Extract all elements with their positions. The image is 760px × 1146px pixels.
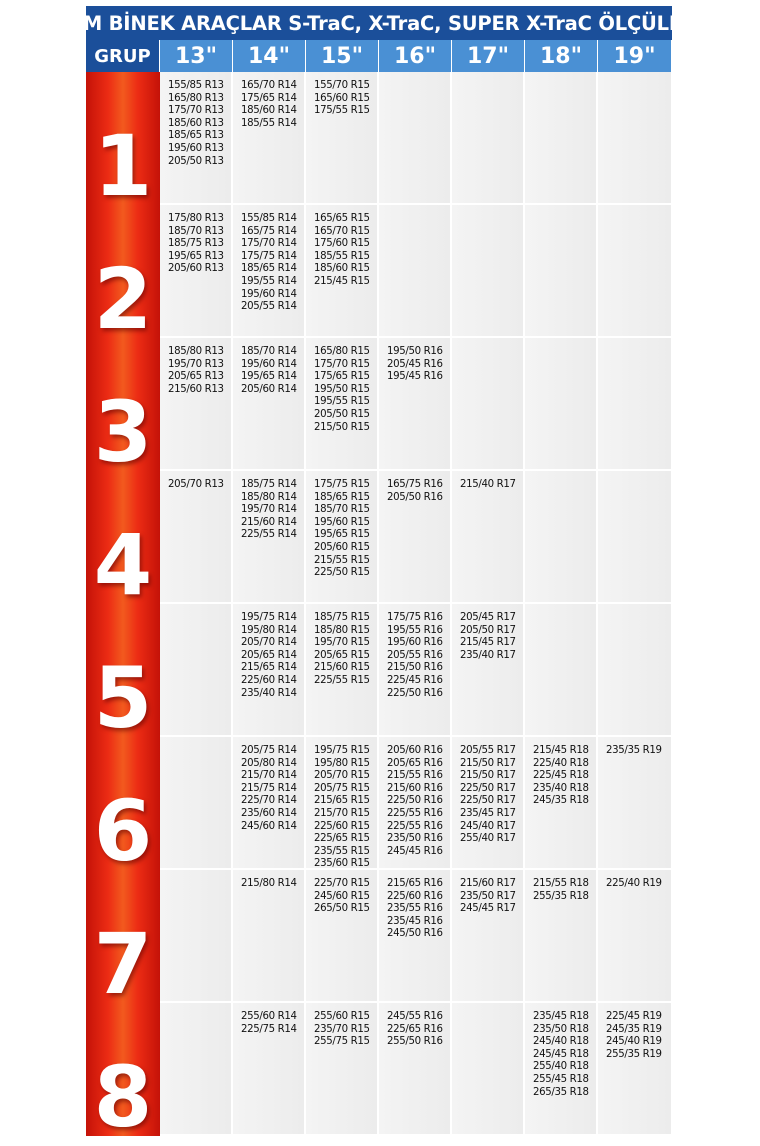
tire-size: 215/60 R14 — [241, 516, 297, 528]
tire-size: 155/85 R13 — [168, 80, 224, 91]
size-header-17: 17" — [452, 40, 525, 72]
tire-size: 215/50 R17 — [460, 757, 516, 769]
tire-size: 205/55 R14 — [241, 301, 297, 313]
tire-size: 245/55 R16 — [387, 1011, 443, 1022]
group-row-8 — [160, 1003, 672, 1135]
tire-size: 195/65 R15 — [314, 529, 370, 541]
size-cell — [525, 205, 598, 336]
size-header-16: 16" — [379, 40, 452, 72]
tire-size: 235/40 R14 — [241, 687, 297, 699]
tire-size: 245/50 R16 — [387, 928, 443, 940]
tire-size: 205/45 R17 — [460, 612, 516, 623]
tire-size: 225/75 R14 — [241, 1023, 297, 1035]
tire-size: 195/55 R15 — [314, 396, 370, 408]
tire-size: 215/80 R14 — [241, 878, 297, 889]
size-cell — [598, 72, 671, 203]
tire-size: 185/70 R14 — [241, 346, 297, 357]
size-cell — [452, 471, 525, 602]
header-row — [86, 40, 672, 72]
tire-size: 185/60 R13 — [168, 117, 224, 129]
size-header-14: 14" — [233, 40, 306, 72]
tire-size: 235/60 R14 — [241, 807, 297, 819]
tire-size: 215/50 R17 — [460, 770, 516, 782]
size-cell — [160, 471, 233, 602]
size-cell — [306, 205, 379, 336]
tire-size: 255/35 R18 — [533, 890, 589, 902]
tire-size: 225/50 R16 — [387, 687, 443, 699]
tire-size: 175/60 R15 — [314, 238, 370, 250]
group-number-5: 5 — [93, 649, 153, 747]
size-cell — [379, 604, 452, 735]
tire-size: 195/75 R14 — [241, 612, 297, 623]
tire-size: 195/55 R16 — [387, 624, 443, 636]
tire-size: 225/60 R16 — [387, 890, 443, 902]
size-cell — [160, 338, 233, 469]
tire-size: 235/60 R15 — [314, 858, 370, 868]
size-cell — [598, 870, 671, 1001]
group-row-3 — [160, 338, 672, 470]
tire-size: 195/45 R16 — [387, 371, 443, 383]
group-row-6 — [160, 737, 672, 869]
tire-size: 245/60 R15 — [314, 890, 370, 902]
group-row-5 — [160, 604, 672, 736]
size-cell — [306, 870, 379, 1001]
tire-size: 215/45 R17 — [460, 637, 516, 649]
size-cell — [233, 604, 306, 735]
tire-size: 205/60 R14 — [241, 383, 297, 395]
group-number-8: 8 — [93, 1048, 153, 1146]
group-number-6: 6 — [93, 782, 153, 880]
tire-size: 205/50 R15 — [314, 408, 370, 420]
tire-size: 185/70 R15 — [314, 504, 370, 516]
size-header-19: 19" — [598, 40, 671, 72]
tire-size: 185/60 R15 — [314, 263, 370, 275]
tire-size: 235/45 R17 — [460, 807, 516, 819]
tire-size: 205/70 R14 — [241, 637, 297, 649]
tire-size: 195/65 R14 — [241, 371, 297, 383]
tire-size: 225/55 R14 — [241, 529, 297, 541]
tire-size: 205/50 R16 — [387, 491, 443, 503]
tire-size: 195/75 R15 — [314, 745, 370, 756]
size-cell — [452, 604, 525, 735]
size-cell — [233, 72, 306, 203]
tire-size: 215/65 R14 — [241, 662, 297, 674]
tire-size: 165/70 R15 — [314, 225, 370, 237]
tire-size: 265/50 R15 — [314, 903, 370, 915]
size-cell — [160, 1003, 233, 1134]
group-number-2: 2 — [93, 250, 153, 348]
size-cell — [379, 870, 452, 1001]
tire-size: 175/65 R15 — [314, 371, 370, 383]
tire-size: 255/40 R17 — [460, 833, 516, 845]
tire-size: 255/60 R14 — [241, 1011, 297, 1022]
group-row-1 — [160, 72, 672, 204]
size-cell — [233, 870, 306, 1001]
size-cell — [233, 338, 306, 469]
tire-size: 215/45 R18 — [533, 745, 589, 756]
size-cell — [306, 72, 379, 203]
tire-size: 165/80 R13 — [168, 92, 224, 104]
tire-size: 205/60 R16 — [387, 745, 443, 756]
tire-size: 215/60 R16 — [387, 782, 443, 794]
tire-size: 245/35 R19 — [606, 1023, 662, 1035]
tire-size: 245/40 R18 — [533, 1036, 589, 1048]
tire-size: 255/35 R19 — [606, 1048, 662, 1060]
tire-size: 175/70 R14 — [241, 238, 297, 250]
size-cell — [525, 471, 598, 602]
tire-size: 185/55 R15 — [314, 250, 370, 262]
tire-size: 205/70 R15 — [314, 770, 370, 782]
tire-size: 215/50 R16 — [387, 662, 443, 674]
size-cell — [160, 72, 233, 203]
tire-size: 255/60 R15 — [314, 1011, 370, 1022]
size-cell — [452, 1003, 525, 1134]
tire-size: 225/70 R14 — [241, 795, 297, 807]
tire-size: 175/75 R15 — [314, 479, 370, 490]
tire-size: 225/40 R18 — [533, 757, 589, 769]
tire-size: 165/60 R15 — [314, 92, 370, 104]
size-header-13: 13" — [160, 40, 233, 72]
size-cell — [525, 604, 598, 735]
tire-size: 205/75 R15 — [314, 782, 370, 794]
tire-size: 205/50 R17 — [460, 624, 516, 636]
group-row-2 — [160, 205, 672, 337]
tire-size: 215/60 R17 — [460, 878, 516, 889]
size-cell — [525, 870, 598, 1001]
size-cell — [452, 205, 525, 336]
tire-size: 205/50 R13 — [168, 155, 224, 167]
tire-size: 235/40 R18 — [533, 782, 589, 794]
tire-size: 175/80 R13 — [168, 213, 224, 224]
size-cell — [379, 471, 452, 602]
size-cell — [525, 338, 598, 469]
size-cell — [306, 1003, 379, 1134]
tire-size: 225/50 R17 — [460, 795, 516, 807]
tire-size: 175/70 R13 — [168, 105, 224, 117]
size-cell — [452, 338, 525, 469]
size-cell — [233, 471, 306, 602]
tire-size: 155/85 R14 — [241, 213, 297, 224]
tire-size: 185/80 R13 — [168, 346, 224, 357]
tire-size: 215/60 R13 — [168, 383, 224, 395]
tire-size: 215/40 R17 — [460, 479, 516, 490]
tire-size: 215/70 R15 — [314, 807, 370, 819]
tire-size: 245/45 R16 — [387, 845, 443, 857]
tire-size: 235/50 R17 — [460, 890, 516, 902]
tire-size: 185/65 R14 — [241, 263, 297, 275]
tire-size: 225/45 R19 — [606, 1011, 662, 1022]
tire-size: 175/75 R14 — [241, 250, 297, 262]
size-cell — [379, 1003, 452, 1134]
size-header-15: 15" — [306, 40, 379, 72]
tire-size: 245/40 R17 — [460, 820, 516, 832]
tire-size: 205/65 R13 — [168, 371, 224, 383]
tire-size: 205/65 R15 — [314, 649, 370, 661]
tire-size: 195/60 R13 — [168, 142, 224, 154]
group-number-1: 1 — [93, 117, 153, 215]
tire-size: 195/70 R14 — [241, 504, 297, 516]
size-cell — [598, 205, 671, 336]
size-cell — [452, 72, 525, 203]
size-cell — [233, 1003, 306, 1134]
size-cell — [598, 471, 671, 602]
tire-size: 165/70 R14 — [241, 80, 297, 91]
tire-size: 245/40 R19 — [606, 1036, 662, 1048]
tire-size: 245/35 R18 — [533, 795, 589, 807]
tire-size: 195/50 R15 — [314, 383, 370, 395]
tire-size: 215/55 R18 — [533, 878, 589, 889]
tire-size: 185/80 R14 — [241, 491, 297, 503]
tire-size: 255/40 R18 — [533, 1061, 589, 1073]
size-grid — [160, 72, 672, 1136]
size-cell — [379, 338, 452, 469]
tire-size: 195/60 R14 — [241, 288, 297, 300]
tire-size: 175/65 R14 — [241, 92, 297, 104]
tire-size: 205/55 R17 — [460, 745, 516, 756]
tire-size: 165/75 R14 — [241, 225, 297, 237]
tire-size: 225/45 R18 — [533, 770, 589, 782]
size-cell — [598, 1003, 671, 1134]
tire-size: 215/55 R16 — [387, 770, 443, 782]
tire-size: 235/50 R16 — [387, 833, 443, 845]
tire-size: 225/40 R19 — [606, 878, 662, 889]
group-row-4 — [160, 471, 672, 603]
group-number-7: 7 — [93, 915, 153, 1013]
tire-size: 225/50 R15 — [314, 567, 370, 579]
size-cell — [306, 471, 379, 602]
tire-size: 195/60 R15 — [314, 516, 370, 528]
tire-size: 205/60 R15 — [314, 541, 370, 553]
tire-size: 195/60 R16 — [387, 637, 443, 649]
chart-title: TÜM BİNEK ARAÇLAR S-TraC, X-TraC, SUPER X-TraC ÖLÇÜLERİ — [86, 6, 672, 40]
tire-size: 215/45 R15 — [314, 275, 370, 287]
tire-size: 165/65 R15 — [314, 213, 370, 224]
tire-size: 185/80 R15 — [314, 624, 370, 636]
size-cell — [525, 1003, 598, 1134]
tire-size: 195/80 R15 — [314, 757, 370, 769]
size-cell — [452, 870, 525, 1001]
size-cell — [160, 604, 233, 735]
tire-size: 215/50 R15 — [314, 421, 370, 433]
tire-size: 235/35 R19 — [606, 745, 662, 756]
tire-size: 205/70 R13 — [168, 479, 224, 490]
tire-size: 185/75 R14 — [241, 479, 297, 490]
tire-size: 225/65 R16 — [387, 1023, 443, 1035]
tire-size: 225/70 R15 — [314, 878, 370, 889]
tire-size: 215/75 R14 — [241, 782, 297, 794]
tire-size: 255/75 R15 — [314, 1036, 370, 1048]
tire-size: 195/65 R13 — [168, 250, 224, 262]
tire-size: 185/70 R13 — [168, 225, 224, 237]
size-cell — [306, 737, 379, 868]
tire-size: 225/55 R15 — [314, 674, 370, 686]
size-cell — [306, 338, 379, 469]
size-cell — [598, 604, 671, 735]
tire-size: 195/70 R15 — [314, 637, 370, 649]
tire-size: 155/70 R15 — [314, 80, 370, 91]
tire-size: 195/60 R14 — [241, 358, 297, 370]
size-cell — [379, 737, 452, 868]
tire-size: 225/55 R16 — [387, 820, 443, 832]
tire-size: 265/35 R18 — [533, 1086, 589, 1098]
tire-size: 175/75 R16 — [387, 612, 443, 623]
tire-size: 235/45 R16 — [387, 915, 443, 927]
tire-size: 215/65 R16 — [387, 878, 443, 889]
tire-size: 225/60 R14 — [241, 674, 297, 686]
tire-size: 195/70 R13 — [168, 358, 224, 370]
tire-size: 235/55 R15 — [314, 845, 370, 857]
tire-size: 185/65 R13 — [168, 130, 224, 142]
tire-size: 205/60 R13 — [168, 263, 224, 275]
size-cell — [525, 737, 598, 868]
tire-size: 225/50 R17 — [460, 782, 516, 794]
tire-size: 235/45 R18 — [533, 1011, 589, 1022]
tire-size: 255/50 R16 — [387, 1036, 443, 1048]
size-cell — [160, 870, 233, 1001]
tire-size: 215/65 R15 — [314, 795, 370, 807]
tire-size: 225/60 R15 — [314, 820, 370, 832]
size-cell — [452, 737, 525, 868]
tire-size: 195/80 R14 — [241, 624, 297, 636]
size-cell — [379, 205, 452, 336]
tire-size: 205/55 R16 — [387, 649, 443, 661]
tire-size: 195/50 R16 — [387, 346, 443, 357]
tire-size: 205/65 R14 — [241, 649, 297, 661]
group-number-4: 4 — [93, 516, 153, 614]
tire-size: 235/50 R18 — [533, 1023, 589, 1035]
group-header: GRUP — [86, 40, 160, 72]
size-cell — [160, 737, 233, 868]
tire-size: 225/45 R16 — [387, 674, 443, 686]
tire-size: 205/45 R16 — [387, 358, 443, 370]
size-cell — [598, 737, 671, 868]
tire-size: 215/55 R15 — [314, 554, 370, 566]
group-row-7 — [160, 870, 672, 1002]
tire-size: 175/70 R15 — [314, 358, 370, 370]
tire-size: 185/75 R15 — [314, 612, 370, 623]
size-cell — [233, 737, 306, 868]
tire-size: 205/80 R14 — [241, 757, 297, 769]
tire-size: 165/80 R15 — [314, 346, 370, 357]
size-cell — [233, 205, 306, 336]
tire-size: 215/60 R15 — [314, 662, 370, 674]
tire-size: 185/55 R14 — [241, 117, 297, 129]
tire-size: 195/55 R14 — [241, 275, 297, 287]
size-cell — [525, 72, 598, 203]
tire-size: 225/50 R16 — [387, 795, 443, 807]
tire-size: 215/70 R14 — [241, 770, 297, 782]
tire-size: 255/45 R18 — [533, 1073, 589, 1085]
size-cell — [306, 604, 379, 735]
tire-size: 235/40 R17 — [460, 649, 516, 661]
tire-size: 165/75 R16 — [387, 479, 443, 490]
tire-size: 245/45 R18 — [533, 1048, 589, 1060]
tire-size: 235/70 R15 — [314, 1023, 370, 1035]
tire-size: 235/55 R16 — [387, 903, 443, 915]
tire-size: 185/60 R14 — [241, 105, 297, 117]
tire-size: 225/55 R16 — [387, 807, 443, 819]
tire-size: 205/75 R14 — [241, 745, 297, 756]
tire-size: 185/75 R13 — [168, 238, 224, 250]
size-cell — [379, 72, 452, 203]
tire-size: 175/55 R15 — [314, 105, 370, 117]
tire-size: 225/65 R15 — [314, 833, 370, 845]
tire-size: 245/60 R14 — [241, 820, 297, 832]
tire-size: 185/65 R15 — [314, 491, 370, 503]
tire-size: 205/65 R16 — [387, 757, 443, 769]
size-cell — [160, 205, 233, 336]
size-cell — [598, 338, 671, 469]
size-header-18: 18" — [525, 40, 598, 72]
tire-size: 245/45 R17 — [460, 903, 516, 915]
group-number-3: 3 — [93, 383, 153, 481]
